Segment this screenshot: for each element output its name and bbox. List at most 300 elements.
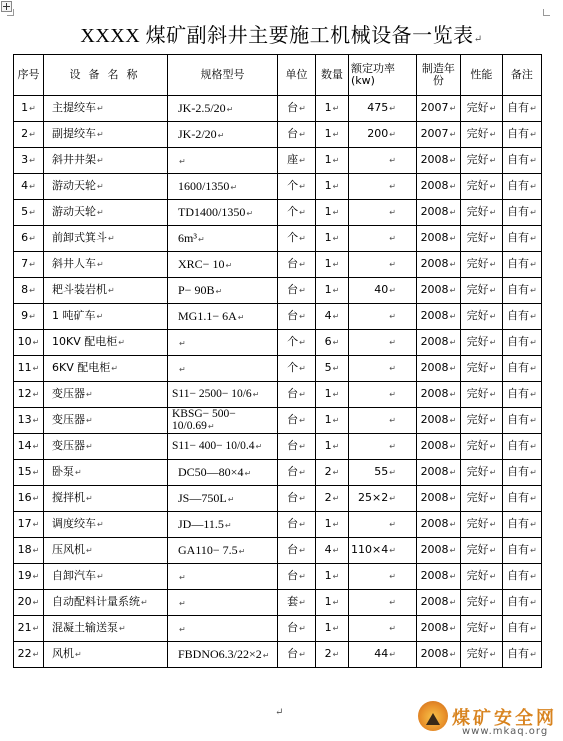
cell-year[interactable] [416, 226, 460, 252]
cell-end-mark: ↵ [299, 390, 306, 399]
header-power[interactable]: 额定功率(kw) [349, 55, 417, 96]
cell-end-mark: ↵ [179, 624, 186, 634]
cell-qty[interactable] [316, 122, 349, 148]
cell-name[interactable] [44, 226, 168, 252]
cell-unit-text: 个 [287, 335, 299, 348]
cell-unit[interactable] [278, 408, 316, 434]
cell-qty[interactable] [316, 174, 349, 200]
table-row [14, 226, 542, 252]
table-row [14, 330, 542, 356]
cell-qty[interactable] [316, 538, 349, 564]
cell-power[interactable] [349, 96, 417, 122]
cell-end-mark: ↵ [75, 650, 82, 659]
cell-unit-text: 台 [287, 439, 299, 452]
cell-unit[interactable] [278, 200, 316, 226]
cell-end-mark: ↵ [97, 572, 104, 581]
cell-perf-text: 完好 [466, 127, 489, 140]
cell-name[interactable] [44, 278, 168, 304]
cell-end-mark: ↵ [449, 442, 457, 451]
cell-end-mark: ↵ [29, 156, 36, 165]
cell-index-text: 1 [21, 101, 29, 114]
cell-note[interactable] [502, 278, 541, 304]
cell-note[interactable] [502, 616, 541, 642]
cell-index[interactable] [14, 96, 44, 122]
cell-qty[interactable] [316, 590, 349, 616]
cell-note[interactable] [502, 564, 541, 590]
cell-spec[interactable] [168, 434, 278, 460]
cell-note[interactable] [502, 122, 541, 148]
cell-name-text: 自卸汽车 [52, 569, 96, 582]
cell-year[interactable] [416, 642, 460, 668]
table-row [14, 486, 542, 512]
cell-qty[interactable] [316, 564, 349, 590]
title-text[interactable]: XXXX 煤矿副斜井主要施工机械设备一览表 [80, 25, 474, 47]
cell-unit[interactable] [278, 616, 316, 642]
cell-name[interactable] [44, 590, 168, 616]
cell-unit[interactable] [278, 304, 316, 330]
cell-year[interactable] [416, 252, 460, 278]
cell-power[interactable] [349, 122, 417, 148]
cell-perf[interactable] [460, 460, 502, 486]
cell-qty[interactable] [316, 642, 349, 668]
cell-perf[interactable] [460, 252, 502, 278]
cell-end-mark: ↵ [86, 546, 93, 555]
cell-end-mark: ↵ [32, 650, 40, 659]
cell-index[interactable] [14, 564, 44, 590]
cell-unit[interactable] [278, 252, 316, 278]
cell-unit[interactable] [278, 564, 316, 590]
cell-perf[interactable] [460, 148, 502, 174]
cell-qty[interactable] [316, 148, 349, 174]
cell-power[interactable] [349, 486, 417, 512]
cell-power[interactable] [349, 226, 417, 252]
cell-name[interactable] [44, 200, 168, 226]
cell-index[interactable] [14, 200, 44, 226]
cell-name-text: 自动配料计量系统 [52, 595, 140, 608]
cell-year[interactable] [416, 148, 460, 174]
cell-index[interactable] [14, 642, 44, 668]
cell-note[interactable] [502, 252, 541, 278]
cell-index[interactable] [14, 226, 44, 252]
cell-name[interactable] [44, 616, 168, 642]
cell-perf[interactable] [460, 590, 502, 616]
cell-index[interactable] [14, 616, 44, 642]
cell-note[interactable] [502, 148, 541, 174]
cell-end-mark: ↵ [389, 234, 396, 243]
cell-year-text: 2007 [420, 101, 449, 114]
cell-end-mark: ↵ [389, 182, 396, 191]
cell-unit[interactable] [278, 356, 316, 382]
cell-power[interactable] [349, 330, 417, 356]
cell-index[interactable] [14, 512, 44, 538]
cell-perf[interactable] [460, 408, 502, 434]
cell-spec-text: P− 90B [178, 282, 215, 297]
table-row [14, 538, 542, 564]
cell-qty[interactable] [316, 304, 349, 330]
cell-unit[interactable] [278, 382, 316, 408]
cell-unit[interactable] [278, 122, 316, 148]
cell-year[interactable] [416, 356, 460, 382]
cell-name[interactable] [44, 642, 168, 668]
cell-power[interactable] [349, 642, 417, 668]
cell-end-mark: ↵ [299, 182, 306, 191]
cell-name[interactable] [44, 96, 168, 122]
cell-qty[interactable] [316, 96, 349, 122]
cell-index[interactable] [14, 278, 44, 304]
cell-qty[interactable] [316, 200, 349, 226]
cell-power[interactable] [349, 200, 417, 226]
cell-perf[interactable] [460, 616, 502, 642]
cell-note-text: 自有 [507, 543, 530, 556]
cell-year[interactable] [416, 278, 460, 304]
cell-index[interactable] [14, 356, 44, 382]
cell-perf[interactable] [460, 382, 502, 408]
cell-power[interactable] [349, 564, 417, 590]
cell-year[interactable] [416, 460, 460, 486]
header-unit[interactable]: 单位 [278, 55, 316, 96]
cell-year[interactable] [416, 564, 460, 590]
cell-qty[interactable] [316, 460, 349, 486]
cell-name[interactable] [44, 486, 168, 512]
cell-power[interactable] [349, 278, 417, 304]
cell-index[interactable] [14, 148, 44, 174]
cell-perf-text: 完好 [466, 101, 489, 114]
cell-index[interactable] [14, 330, 44, 356]
cell-qty-text: 1 [324, 517, 332, 530]
cell-spec-text: 1600/1350 [178, 178, 230, 193]
cell-spec[interactable] [168, 122, 278, 148]
cell-spec[interactable] [168, 96, 278, 122]
cell-perf[interactable] [460, 226, 502, 252]
cell-index[interactable] [14, 408, 44, 434]
cell-qty-text: 1 [324, 387, 332, 400]
cell-year-text: 2008 [420, 621, 449, 634]
header-qty[interactable]: 数量 [316, 55, 349, 96]
cell-year-text: 2008 [420, 205, 449, 218]
cell-power-text: 44 [374, 647, 389, 660]
cell-end-mark: ↵ [299, 364, 306, 373]
cell-spec[interactable] [168, 330, 278, 356]
header-note[interactable]: 备注 [502, 55, 541, 96]
cell-spec[interactable] [168, 148, 278, 174]
cell-spec[interactable] [168, 356, 278, 382]
cell-perf[interactable] [460, 304, 502, 330]
cell-end-mark: ↵ [332, 286, 340, 295]
cell-power[interactable] [349, 252, 417, 278]
cell-index[interactable] [14, 304, 44, 330]
cell-spec[interactable] [168, 200, 278, 226]
cell-end-mark: ↵ [389, 208, 396, 217]
cell-note[interactable] [502, 304, 541, 330]
cell-unit[interactable] [278, 512, 316, 538]
cell-name[interactable] [44, 174, 168, 200]
cell-year[interactable] [416, 434, 460, 460]
cell-index[interactable] [14, 486, 44, 512]
cell-year[interactable] [416, 616, 460, 642]
cell-end-mark: ↵ [489, 182, 497, 191]
cell-index[interactable] [14, 460, 44, 486]
cell-index-text: 15 [17, 465, 32, 478]
cell-perf-text: 完好 [466, 517, 489, 530]
cell-power[interactable] [349, 304, 417, 330]
cell-note[interactable] [502, 96, 541, 122]
cell-spec[interactable] [168, 590, 278, 616]
cell-end-mark: ↵ [449, 234, 457, 243]
cell-index[interactable] [14, 434, 44, 460]
cell-note[interactable] [502, 460, 541, 486]
cell-name[interactable] [44, 304, 168, 330]
cell-unit[interactable] [278, 330, 316, 356]
cell-qty[interactable] [316, 616, 349, 642]
cell-name[interactable] [44, 512, 168, 538]
cell-end-mark: ↵ [530, 364, 537, 373]
cell-end-mark: ↵ [332, 442, 340, 451]
cell-unit[interactable] [278, 538, 316, 564]
cell-perf[interactable] [460, 486, 502, 512]
cell-unit[interactable] [278, 434, 316, 460]
cell-year[interactable] [416, 590, 460, 616]
cell-unit[interactable] [278, 460, 316, 486]
cell-year[interactable] [416, 96, 460, 122]
cell-power-text: 110×4 [351, 543, 389, 556]
cell-end-mark: ↵ [389, 312, 396, 321]
cell-year-text: 2008 [420, 439, 449, 452]
table-row [14, 434, 542, 460]
cell-spec[interactable] [168, 408, 278, 434]
cell-perf[interactable] [460, 356, 502, 382]
cell-unit-text: 座 [287, 153, 299, 166]
cell-note[interactable] [502, 408, 541, 434]
cell-unit[interactable] [278, 96, 316, 122]
cell-index[interactable] [14, 174, 44, 200]
cell-unit[interactable] [278, 174, 316, 200]
cell-name[interactable] [44, 148, 168, 174]
cell-year[interactable] [416, 304, 460, 330]
cell-index[interactable] [14, 252, 44, 278]
cell-name[interactable] [44, 356, 168, 382]
cell-power[interactable] [349, 356, 417, 382]
cell-perf[interactable] [460, 122, 502, 148]
cell-name[interactable] [44, 382, 168, 408]
cell-unit-text: 台 [287, 127, 299, 140]
cell-end-mark: ↵ [489, 624, 497, 633]
cell-note[interactable] [502, 330, 541, 356]
cell-spec[interactable] [168, 642, 278, 668]
cell-end-mark: ↵ [449, 312, 457, 321]
cell-spec[interactable] [168, 460, 278, 486]
cell-power[interactable] [349, 538, 417, 564]
cell-index-text: 20 [17, 595, 32, 608]
cell-year[interactable] [416, 512, 460, 538]
cell-qty[interactable] [316, 356, 349, 382]
cell-end-mark: ↵ [32, 442, 40, 451]
cell-index-text: 8 [21, 283, 29, 296]
cell-perf[interactable] [460, 564, 502, 590]
cell-end-mark: ↵ [29, 260, 36, 269]
cell-perf[interactable] [460, 538, 502, 564]
cell-perf[interactable] [460, 200, 502, 226]
cell-end-mark: ↵ [299, 234, 306, 243]
cell-unit-text: 台 [287, 283, 299, 296]
cell-note[interactable] [502, 486, 541, 512]
cell-name[interactable] [44, 122, 168, 148]
cell-unit[interactable] [278, 226, 316, 252]
cell-index[interactable] [14, 382, 44, 408]
cell-power[interactable] [349, 382, 417, 408]
cell-end-mark: ↵ [332, 468, 340, 477]
cell-year[interactable] [416, 538, 460, 564]
cell-unit-text: 台 [287, 413, 299, 426]
cell-perf[interactable] [460, 330, 502, 356]
cell-index[interactable] [14, 122, 44, 148]
cell-spec[interactable] [168, 616, 278, 642]
header-year[interactable]: 制造年份 [416, 55, 460, 96]
cell-note[interactable] [502, 590, 541, 616]
cell-note[interactable] [502, 434, 541, 460]
cell-end-mark: ↵ [96, 312, 104, 321]
cell-note[interactable] [502, 200, 541, 226]
cell-name[interactable] [44, 434, 168, 460]
cell-name[interactable] [44, 460, 168, 486]
cell-name[interactable] [44, 564, 168, 590]
cell-power[interactable] [349, 512, 417, 538]
cell-qty[interactable] [316, 330, 349, 356]
cell-end-mark: ↵ [489, 442, 497, 451]
cell-note[interactable] [502, 356, 541, 382]
cell-qty[interactable] [316, 434, 349, 460]
cell-spec[interactable] [168, 252, 278, 278]
cell-spec[interactable] [168, 512, 278, 538]
cell-name[interactable] [44, 538, 168, 564]
cell-spec[interactable] [168, 226, 278, 252]
cell-year[interactable] [416, 382, 460, 408]
cell-qty[interactable] [316, 252, 349, 278]
cell-qty[interactable] [316, 512, 349, 538]
cell-power[interactable] [349, 460, 417, 486]
cell-note[interactable] [502, 538, 541, 564]
cell-year[interactable] [416, 122, 460, 148]
cell-name[interactable] [44, 252, 168, 278]
cell-unit-text: 台 [287, 491, 299, 504]
cell-index-text: 21 [17, 621, 32, 634]
cell-power[interactable] [349, 148, 417, 174]
cell-note[interactable] [502, 382, 541, 408]
cell-unit[interactable] [278, 278, 316, 304]
cell-power[interactable] [349, 434, 417, 460]
cell-spec[interactable] [168, 538, 278, 564]
cell-year-text: 2008 [420, 257, 449, 270]
cell-end-mark: ↵ [389, 286, 396, 295]
cell-end-mark: ↵ [29, 182, 36, 191]
cell-end-mark: ↵ [389, 130, 396, 139]
cell-end-mark: ↵ [489, 598, 497, 607]
cell-note[interactable] [502, 512, 541, 538]
header-perf[interactable]: 性能 [460, 55, 502, 96]
header-index[interactable]: 序号 [14, 55, 44, 96]
cell-year[interactable] [416, 408, 460, 434]
cell-end-mark: ↵ [449, 468, 457, 477]
cell-spec[interactable] [168, 304, 278, 330]
cell-year[interactable] [416, 330, 460, 356]
cell-spec[interactable] [168, 382, 278, 408]
cell-unit[interactable] [278, 590, 316, 616]
cell-spec[interactable] [168, 278, 278, 304]
cell-spec[interactable] [168, 486, 278, 512]
cell-qty[interactable] [316, 486, 349, 512]
cell-perf[interactable] [460, 174, 502, 200]
cell-power[interactable] [349, 174, 417, 200]
cell-note[interactable] [502, 642, 541, 668]
equipment-table[interactable] [13, 54, 542, 668]
cell-unit-text: 台 [287, 101, 299, 114]
cell-year-text: 2007 [420, 127, 449, 140]
cell-end-mark: ↵ [489, 104, 497, 113]
cell-qty[interactable] [316, 278, 349, 304]
cell-end-mark: ↵ [227, 494, 235, 504]
header-spec[interactable]: 规格型号 [168, 55, 278, 96]
cell-perf[interactable] [460, 434, 502, 460]
cell-end-mark: ↵ [489, 338, 497, 347]
cell-year[interactable] [416, 174, 460, 200]
cell-qty[interactable] [316, 226, 349, 252]
cell-perf[interactable] [460, 512, 502, 538]
cell-unit[interactable] [278, 486, 316, 512]
cell-end-mark: ↵ [489, 468, 497, 477]
cell-year-text: 2008 [420, 309, 449, 322]
cell-year[interactable] [416, 486, 460, 512]
cell-spec[interactable] [168, 564, 278, 590]
cell-name[interactable] [44, 330, 168, 356]
cell-power[interactable] [349, 616, 417, 642]
cell-perf[interactable] [460, 278, 502, 304]
cell-year[interactable] [416, 200, 460, 226]
cell-spec[interactable] [168, 174, 278, 200]
cell-end-mark: ↵ [530, 442, 537, 451]
cell-qty-text: 6 [324, 335, 332, 348]
cell-power[interactable] [349, 590, 417, 616]
cell-perf[interactable] [460, 96, 502, 122]
cell-index[interactable] [14, 590, 44, 616]
cell-end-mark: ↵ [299, 338, 306, 347]
header-name[interactable]: 设备名称 [44, 55, 168, 96]
cell-unit[interactable] [278, 642, 316, 668]
cell-end-mark: ↵ [108, 286, 115, 295]
cell-note[interactable] [502, 174, 541, 200]
cell-end-mark: ↵ [179, 156, 186, 166]
cell-index-text: 13 [17, 413, 32, 426]
cell-perf-text: 完好 [466, 647, 489, 660]
cell-qty[interactable] [316, 382, 349, 408]
cell-note-text: 自有 [507, 309, 530, 322]
cell-note[interactable] [502, 226, 541, 252]
cell-unit-text: 台 [287, 387, 299, 400]
cell-unit-text: 台 [287, 257, 299, 270]
cell-end-mark: ↵ [332, 364, 340, 373]
cell-unit-text: 台 [287, 621, 299, 634]
cell-name-text: 副提绞车 [52, 127, 96, 140]
document-title[interactable] [0, 19, 563, 48]
cell-power[interactable] [349, 408, 417, 434]
cell-name[interactable] [44, 408, 168, 434]
cell-end-mark: ↵ [246, 208, 254, 218]
cell-perf[interactable] [460, 642, 502, 668]
cell-spec-text: JK-2.5/20 [178, 100, 226, 115]
cell-end-mark: ↵ [97, 182, 104, 191]
cell-unit[interactable] [278, 148, 316, 174]
table-row [14, 512, 542, 538]
cell-qty[interactable] [316, 408, 349, 434]
cell-index[interactable] [14, 538, 44, 564]
